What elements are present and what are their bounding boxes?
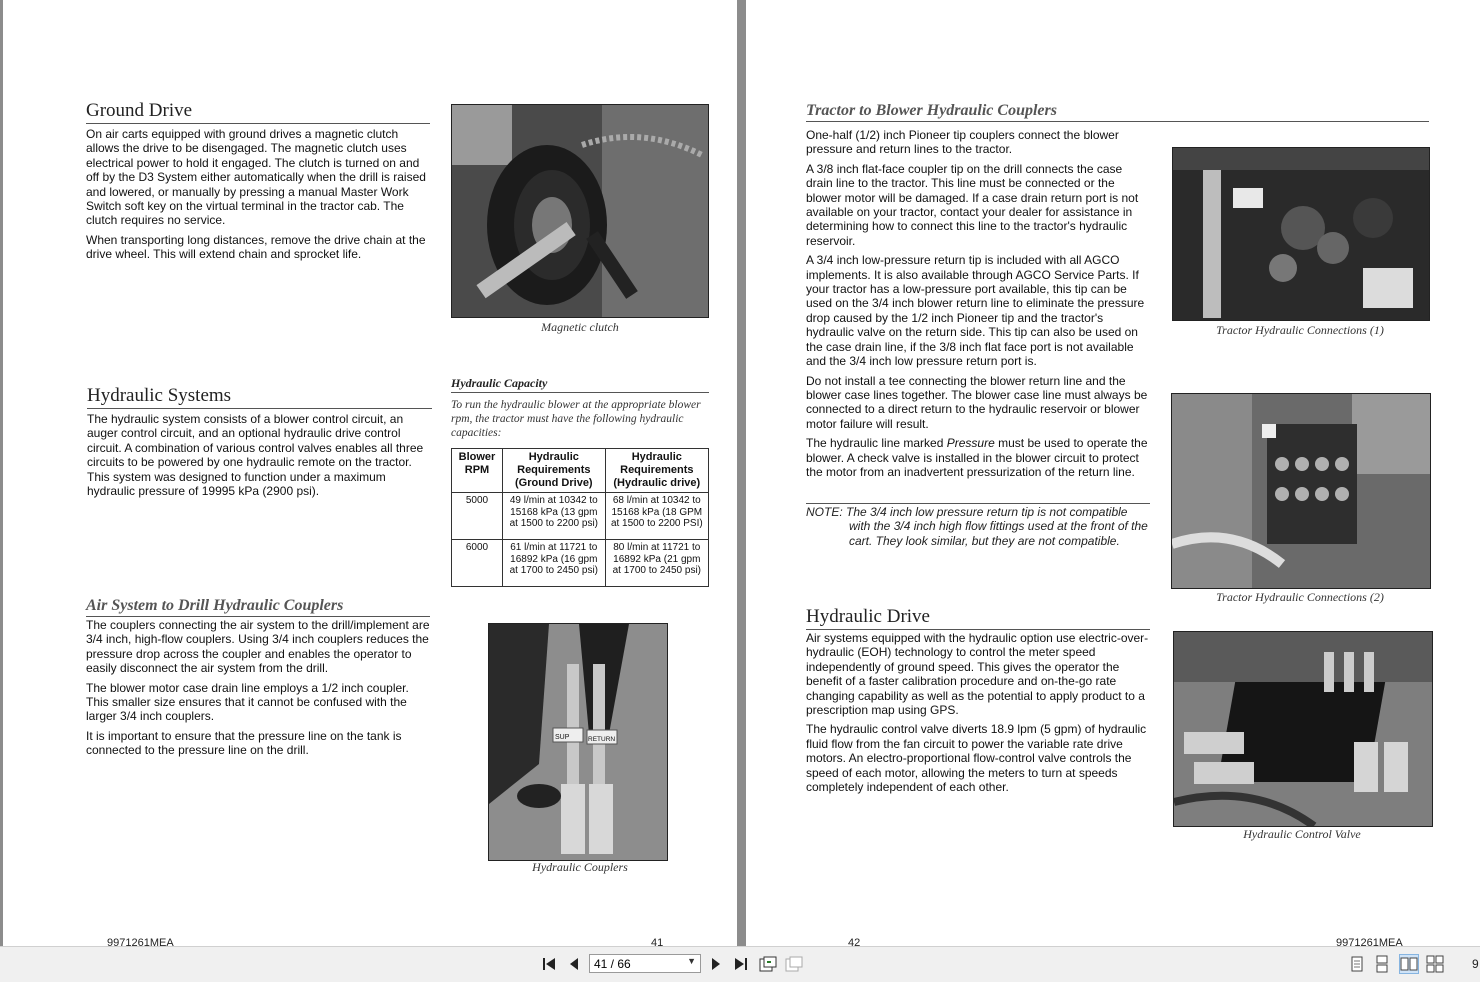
footer-page-right: 42 xyxy=(848,937,861,946)
page-number-input[interactable] xyxy=(589,954,701,973)
zoom-value[interactable]: 9 xyxy=(1472,957,1479,971)
tractor-blower-paragraph: Do not install a tee connecting the blower return line and the blower case lines together. The blower case line must always be connected to a direct return to the hydraulic reservoir or blower motor failure will result. xyxy=(806,373,1148,431)
hydraulic-capacity-heading: Hydraulic Capacity xyxy=(451,376,709,393)
tractor-blower-body xyxy=(806,128,1152,484)
table-header-cell: Hydraulic Requirements (Hydraulic drive) xyxy=(605,449,708,493)
hydraulic-drive-heading: Hydraulic Drive xyxy=(806,606,1150,630)
hydraulic-systems-body xyxy=(87,412,432,503)
continuous-view-button[interactable] xyxy=(1374,955,1390,973)
single-page-icon xyxy=(1349,955,1365,973)
table-header-cell: Hydraulic Requirements (Ground Drive) xyxy=(503,449,606,493)
continuous-facing-icon xyxy=(1426,955,1444,973)
hydraulic-drive-paragraph: Air systems equipped with the hydraulic option use electric-over-hydraulic (EOH) technology to control the meter speed independently of ground speed. This gives the operator the benefit of a faster calibration procedure and on-the-go rate changing capability as well as the potential to apply product to a prescription map using GPS. xyxy=(806,631,1149,718)
air-system-paragraph: The blower motor case drain line employs a 1/2 inch coupler. This smaller size ensures that it cannot be confused with the larger 3/4 inch couplers. xyxy=(86,680,409,724)
hydraulic-drive-body xyxy=(806,631,1152,799)
air-system-paragraph: The couplers connecting the air system to the drill/implement are 3/4 inch, high-flow couplers. Using 3/4 inch couplers reduces the pressure drop across the coupler and enables the operator to easily disconnect the air system from the drill. xyxy=(86,618,430,676)
right-page xyxy=(746,0,1480,946)
tractor-connections-1-caption: Tractor Hydraulic Connections (1) xyxy=(1216,323,1384,337)
air-system-body xyxy=(86,618,432,763)
return-label: RETURN xyxy=(588,736,616,743)
table-header-row xyxy=(452,449,709,493)
next-view-icon xyxy=(785,956,803,972)
table-row xyxy=(452,540,709,587)
note-rule xyxy=(806,503,1150,504)
last-page-button[interactable] xyxy=(732,955,750,973)
table-header-cell: Blower RPM xyxy=(452,449,503,493)
tractor-connections-1-photo xyxy=(1172,147,1430,321)
magnetic-clutch-photo xyxy=(451,104,709,318)
pressure-text-after: must be used to operate the blower. A check valve is installed in the blower circuit to protect the motor from an inadvertent pressurization of the return line. xyxy=(806,436,1148,479)
previous-page-icon xyxy=(568,957,580,971)
tractor-connections-2-caption: Tractor Hydraulic Connections (2) xyxy=(1216,590,1384,604)
table-cell: 80 l/min at 11721 to 16892 kPa (21 gpm at 1700 to 2450 psi) xyxy=(605,540,708,587)
ground-drive-paragraph: On air carts equipped with ground drives a magnetic clutch allows the drive to be disengaged. The magnetic clutch uses electrical power to hold it engaged. The clutch is turned on and off by the D3 System either automatically when the drill is raised and lowered, or manually by pressing a manual Master Work Switch soft key on the virtual terminal in the tractor cab. The clutch requires no service. xyxy=(86,127,426,228)
facing-view-button[interactable] xyxy=(1400,955,1418,973)
hydraulic-systems-heading: Hydraulic Systems xyxy=(87,385,432,409)
tractor-blower-heading: Tractor to Blower Hydraulic Couplers xyxy=(806,101,1429,122)
continuous-page-icon xyxy=(1374,955,1390,973)
hydraulic-capacity-table xyxy=(451,448,709,587)
chevron-down-icon[interactable]: ▼ xyxy=(687,956,696,966)
first-page-button[interactable] xyxy=(540,955,558,973)
left-page xyxy=(3,0,737,946)
hydraulic-systems-paragraph: The hydraulic system consists of a blower control circuit, an auger control circuit, and an optional hydraulic drive control circuit. A combination of various control valves enables all three circuits to be powered by one hydraulic remote on the tractor. This system was designed to function under a maximum hydraulic pressure of 19995 kPa (2900 psi). xyxy=(87,412,424,499)
tractor-blower-paragraph: One-half (1/2) inch Pioneer tip couplers connect the blower pressure and return lines to the tractor. xyxy=(806,128,1119,157)
hydraulic-couplers-caption: Hydraulic Couplers xyxy=(532,860,628,874)
table-cell: 6000 xyxy=(452,540,503,587)
last-page-icon xyxy=(733,957,749,971)
footer-code-right: 9971261MEA xyxy=(1336,937,1403,946)
next-page-icon xyxy=(710,957,722,971)
previous-view-icon xyxy=(759,956,777,972)
hydraulic-control-valve-caption: Hydraulic Control Valve xyxy=(1243,827,1361,841)
ground-drive-paragraph: When transporting long distances, remove the drive chain at the drive wheel. This will extend chain and sprocket life. xyxy=(86,232,426,262)
footer-code-left: 9971261MEA xyxy=(107,937,174,946)
magnetic-clutch-caption: Magnetic clutch xyxy=(541,320,619,334)
table-cell: 49 l/min at 10342 to 15168 kPa (13 gpm at 1500 to 2200 psi) xyxy=(503,493,606,540)
ground-drive-body xyxy=(86,127,432,267)
pressure-word: Pressure xyxy=(946,436,995,451)
pressure-text-before: The hydraulic line marked xyxy=(806,436,947,451)
tractor-connections-2-photo xyxy=(1171,393,1431,589)
air-system-heading: Air System to Drill Hydraulic Couplers xyxy=(86,596,430,617)
next-view-button[interactable] xyxy=(785,955,803,973)
first-page-icon xyxy=(541,957,557,971)
ground-drive-heading: Ground Drive xyxy=(86,100,430,124)
previous-view-button[interactable] xyxy=(759,955,777,973)
hydraulic-couplers-photo xyxy=(488,623,668,861)
continuous-facing-view-button[interactable] xyxy=(1426,955,1444,973)
tractor-blower-paragraph: A 3/4 inch low-pressure return tip is included with all AGCO implements. It is also available through AGCO Service Parts. If your tractor has a low-pressure port available, this tip can be used on the 3/4 inch blower return line to eliminate the pressure drop caused by the 1/2 inch Pioneer tip and the tractor's hydraulic valve on the return side. This tip can also be used on the case drain line, if the 3/8 inch flat face port is not available and the 3/4 inch low pressure return port is. xyxy=(806,253,1145,369)
air-system-paragraph: It is important to ensure that the pressure line on the tank is connected to the pressure line on the drill. xyxy=(86,728,402,758)
viewer-toolbar xyxy=(0,946,1480,982)
table-cell: 61 l/min at 11721 to 16892 kPa (16 gpm at 1700 to 2450 psi) xyxy=(503,540,606,587)
compatibility-note: NOTE: The 3/4 inch low pressure return tip is not compatible with the 3/4 inch high flow fittings used at the front of the cart. They look similar, but they are not compatible. xyxy=(806,505,1148,548)
tractor-blower-paragraph: A 3/8 inch flat-face coupler tip on the drill connects the case drain line to the tractor. This line must be connected or the blower motor will be damaged. If a case drain return port is not available on your tractor, contact your dealer for assistance in determining how to connect this line to the tractor's hydraulic reservoir. xyxy=(806,161,1139,248)
table-cell: 5000 xyxy=(452,493,503,540)
facing-pages-icon xyxy=(1400,955,1418,973)
hydraulic-capacity-intro: To run the hydraulic blower at the appropriate blower rpm, the tractor must have the following hydraulic capacities: xyxy=(451,399,701,439)
single-page-view-button[interactable] xyxy=(1349,955,1365,973)
page-indicator: 41 / 66 xyxy=(594,957,631,971)
hydraulic-control-valve-photo xyxy=(1173,631,1433,827)
pressure-paragraph xyxy=(806,436,1152,479)
sup-label: SUP xyxy=(555,734,570,741)
hydraulic-drive-paragraph: The hydraulic control valve diverts 18.9 lpm (5 gpm) of hydraulic fluid flow from the fan circuit to power the variable rate drive motors. An electro-proportional flow-control valve controls the speed of each motor, allowing the meters to turn at speeds completely independent of each other. xyxy=(806,722,1147,795)
footer-page-left: 41 xyxy=(651,937,664,946)
table-row xyxy=(452,493,709,540)
previous-page-button[interactable] xyxy=(565,955,583,973)
table-cell: 68 l/min at 10342 to 15168 kPa (18 GPM at 1500 to 2200 PSI) xyxy=(605,493,708,540)
next-page-button[interactable] xyxy=(707,955,725,973)
